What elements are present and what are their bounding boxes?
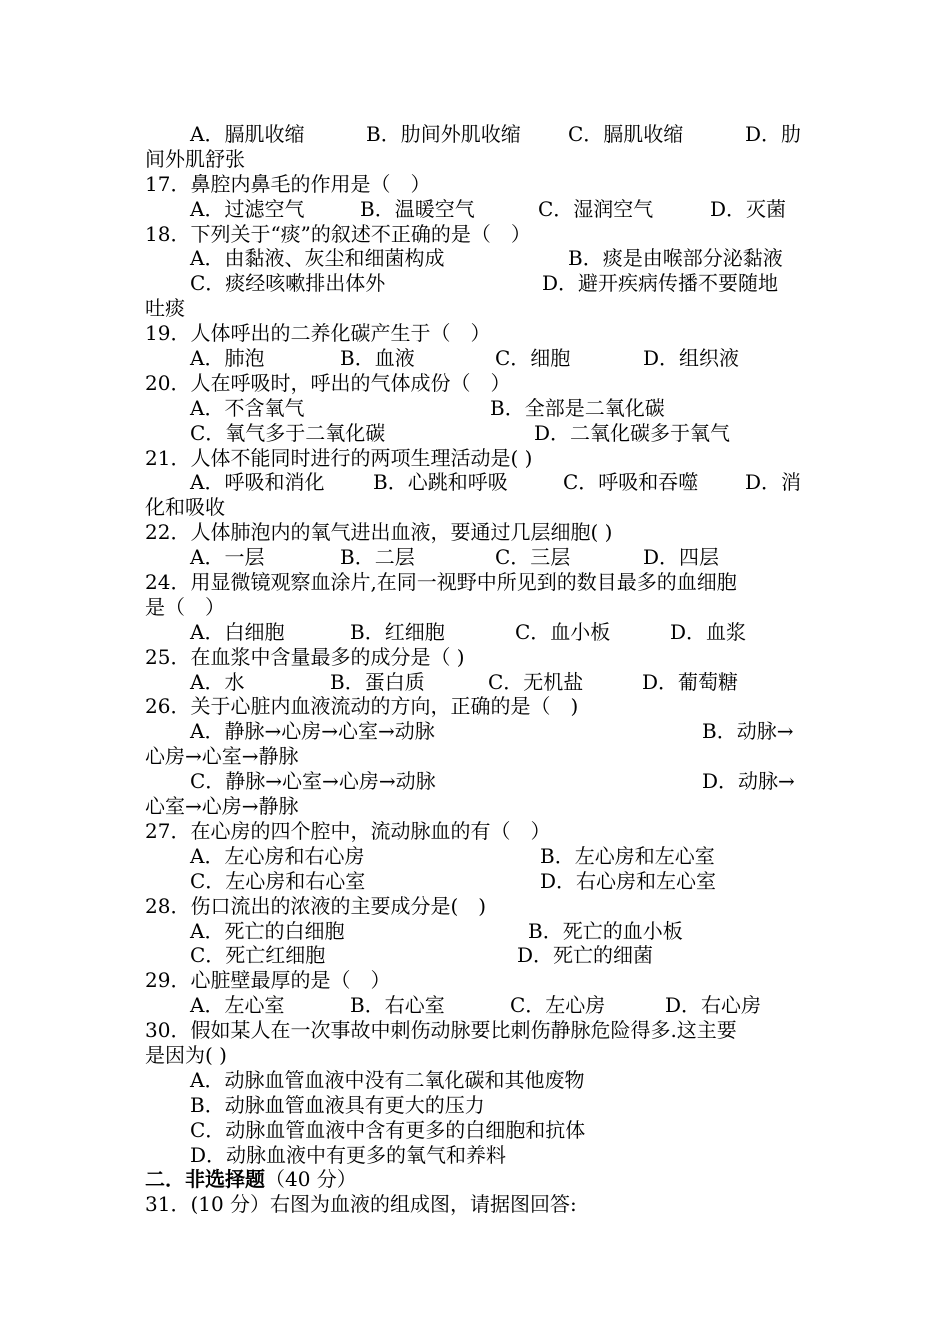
q21-option-d: D．消 [745,470,802,495]
q27-option-a: A．左心房和右心房 [190,843,365,868]
q24-options [145,620,810,645]
q18-stem: 18．下列关于“痰”的叙述不正确的是（ ） [145,221,531,246]
q30-option-c: C．动脉血管血液中含有更多的白细胞和抗体 [190,1117,586,1142]
q18-options-cd [145,271,810,296]
q30-option-b: B．动脉血管血液具有更大的压力 [190,1092,485,1117]
q28-option-d: D．死亡的细菌 [517,943,654,968]
q18-options-ab [145,246,810,271]
q24-stem-cont: 是（ ） [145,594,225,619]
q21-option-d-cont: 化和吸收 [145,495,225,520]
q27-options-cd [145,869,810,894]
q30-option-a: A．动脉血管血液中没有二氧化碳和其他废物 [190,1067,585,1092]
section-2-score: （40 分） [265,1167,357,1192]
q20-option-a: A．不含氧气 [190,395,305,420]
q29-stem: 29．心脏壁最厚的是（ ） [145,968,391,993]
q27-option-b: B．左心房和左心室 [540,843,715,868]
q21-option-c: C．呼吸和吞噬 [563,470,699,495]
q21-options [145,470,810,495]
q16-option-d-cont: 间外肌舒张 [145,146,245,171]
q24-option-a: A．白细胞 [190,619,285,644]
q17-option-d: D．灭菌 [710,196,787,221]
q20-options-ab [145,396,810,421]
q29-option-d: D．右心房 [665,993,762,1018]
q16-option-c: C．膈肌收缩 [568,122,684,146]
q25-option-a: A．水 [190,669,245,694]
q22-option-a: A．一层 [190,545,265,570]
q26-stem: 26．关于心脏内血液流动的方向，正确的是（ ) [145,694,579,719]
q21-stem: 21．人体不能同时进行的两项生理活动是( ) [145,445,533,470]
q29-option-a: A．左心室 [190,993,285,1018]
section-2-heading [145,1167,810,1192]
q26-option-c: C．静脉→心室→心房→动脉 [190,769,436,794]
q19-option-c: C．细胞 [495,346,571,371]
q26-options-ab [145,719,810,744]
q26-option-d: D．动脉→ [702,769,795,794]
q18-option-b: B．痰是由喉部分泌黏液 [568,246,783,271]
q17-option-a: A．过滤空气 [190,196,305,221]
q22-stem: 22．人体肺泡内的氧气进出血液，要通过几层细胞( ) [145,520,613,545]
section-2-title: 二．非选择题 [145,1167,265,1192]
q27-stem: 27．在心房的四个腔中，流动脉血的有（ ） [145,818,551,843]
q28-options-cd [145,943,810,968]
q20-stem: 20．人在呼吸时，呼出的气体成份（ ） [145,370,511,395]
q19-option-a: A．肺泡 [190,346,265,371]
q24-option-b: B．红细胞 [350,619,445,644]
q25-option-c: C．无机盐 [488,669,584,694]
q21-option-b: B．心跳和呼吸 [373,470,508,495]
q22-option-c: C．三层 [495,545,571,570]
q29-option-c: C．左心房 [510,993,606,1018]
q27-options-ab [145,844,810,869]
q19-option-b: B．血液 [340,346,415,371]
q27-option-c: C．左心房和右心室 [190,868,366,893]
q20-option-b: B．全部是二氧化碳 [490,395,665,420]
q19-stem: 19．人体呼出的二养化碳产生于（ ） [145,321,491,346]
q27-option-d: D．右心房和左心室 [540,868,717,893]
q22-option-b: B．二层 [340,545,415,570]
q16-option-b: B．肋间外肌收缩 [366,122,521,146]
q30-stem-cont: 是因为( ) [145,1042,227,1067]
q20-option-d: D．二氧化碳多于氧气 [534,420,731,445]
q24-option-d: D．血浆 [670,619,747,644]
q30-option-d: D．动脉血液中有更多的氧气和养料 [190,1142,507,1167]
q18-option-c: C．痰经咳嗽排出体外 [190,271,386,296]
q30-stem: 30．假如某人在一次事故中刺伤动脉要比刺伤静脉危险得多.这主要 [145,1018,737,1043]
q28-stem: 28．伤口流出的浓液的主要成分是( ) [145,893,487,918]
q28-option-a: A．死亡的白细胞 [190,918,345,943]
q26-option-b: B．动脉→ [702,719,794,744]
q28-options-ab [145,919,810,944]
q29-options [145,993,810,1018]
q16-options [145,122,810,147]
q22-options [145,545,810,570]
q26-option-d-cont: 心室→心房→静脉 [145,794,299,819]
q17-option-b: B．温暖空气 [360,196,475,221]
q31-stem: 31．(10 分）右图为血液的组成图，请据图回答: [145,1192,577,1217]
q16-option-a: A．膈肌收缩 [190,122,305,146]
q18-option-d: D．避开疾病传播不要随地 [542,271,779,296]
q26-option-a: A．静脉→心房→心室→动脉 [190,719,435,744]
q18-option-a: A．由黏液、灰尘和细菌构成 [190,246,445,271]
exam-page [145,122,810,1217]
q29-option-b: B．右心室 [350,993,445,1018]
q22-option-d: D．四层 [643,545,720,570]
q17-option-c: C．湿润空气 [538,196,654,221]
q28-option-c: C．死亡红细胞 [190,943,326,968]
q16-option-d: D．肋 [745,122,802,146]
q21-option-a: A．呼吸和消化 [190,470,325,495]
q26-option-b-cont: 心房→心室→静脉 [145,744,299,769]
q26-options-cd [145,769,810,794]
q25-stem: 25．在血浆中含量最多的成分是（ ) [145,644,465,669]
q19-options [145,346,810,371]
q19-option-d: D．组织液 [643,346,740,371]
q17-options [145,197,810,222]
q20-option-c: C．氧气多于二氧化碳 [190,420,386,445]
q25-option-b: B．蛋白质 [330,669,425,694]
q24-option-c: C．血小板 [515,619,611,644]
q17-stem: 17．鼻腔内鼻毛的作用是（ ） [145,171,431,196]
q25-options [145,670,810,695]
q25-option-d: D．葡萄糖 [642,669,739,694]
q28-option-b: B．死亡的血小板 [528,918,683,943]
q18-option-d-cont: 吐痰 [145,296,185,321]
q24-stem: 24．用显微镜观察血涂片,在同一视野中所见到的数目最多的血细胞 [145,570,737,595]
q20-options-cd [145,421,810,446]
